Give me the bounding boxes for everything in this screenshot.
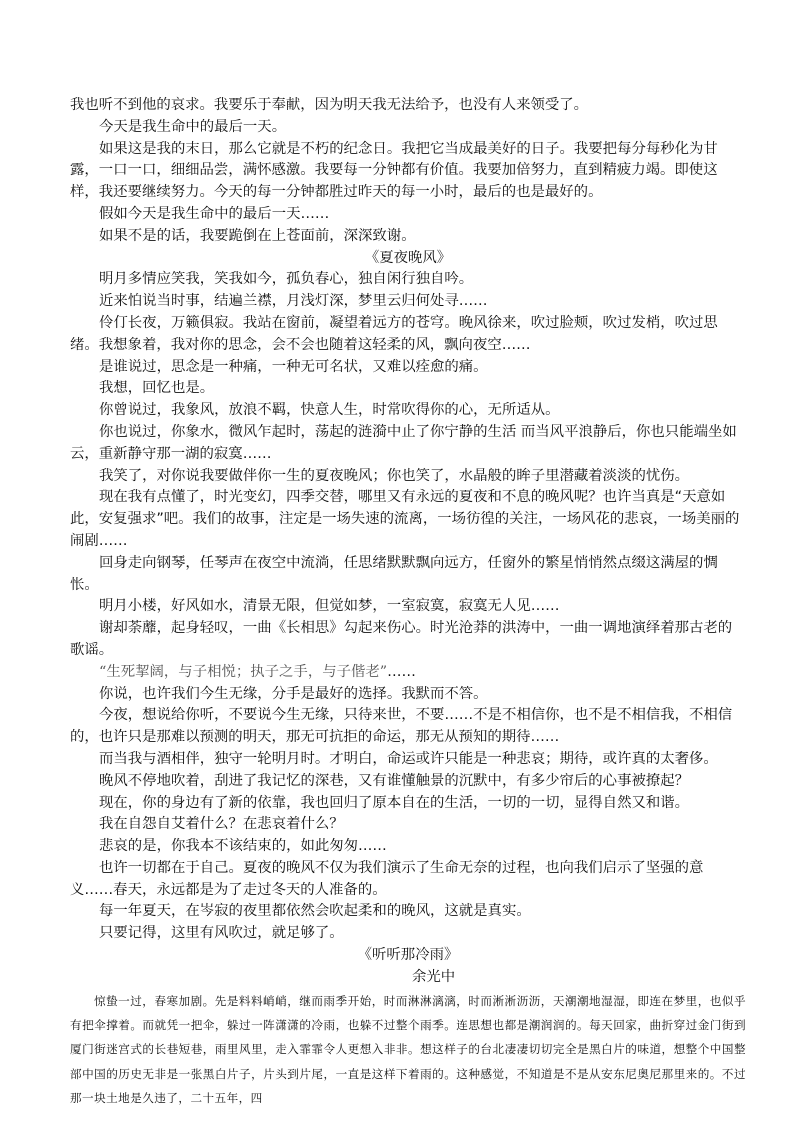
- paragraph: 我在自怨自艾着什么？在悲哀着什么？: [99, 816, 344, 833]
- paragraph: 明月多情应笑我，笑我如今，孤负春心，独自闲行独自吟。: [99, 271, 474, 288]
- paragraph: 你也说过，你象水，微风乍起时，荡起的涟漪中止了你宁静的生活 而当风平浪静后，你也只能端坐如云，重新静守那一湖的寂寞……: [70, 423, 737, 462]
- paragraph: 我笑了，对你说我要做伴你一生的夏夜晚风；你也笑了，水晶般的眸子里潜藏着淡淡的忧伤。: [99, 467, 690, 484]
- quote-paragraph: [70, 662, 746, 684]
- paragraph: 现在，你的身边有了新的依靠，我也回归了原本自在的生活，一切的一切，显得自然又和谐。: [99, 794, 690, 811]
- paragraph: 你曾说过，我象风，放浪不羁，快意人生，时常吹得你的心，无所适从。: [99, 402, 560, 419]
- paragraph: 我想，回忆也是。: [99, 380, 215, 397]
- paragraph: 如果这是我的末日，那么它就是不朽的纪念日。我把它当成最美好的日子。我要把每分每秒化为甘露，一口一口，细细品尝，满怀感激。我要每一分钟都有价值。我要加倍努力，直到精疲力竭。即使这样，我还要继续努力。今天的每一分钟都胜过昨天的每一小时，最后的也是最好的。: [70, 140, 718, 201]
- paragraph: 是谁说过，思念是一种痛，一种无可名状，又难以痊愈的痛。: [99, 358, 488, 375]
- document-page: [70, 95, 746, 1110]
- paragraph: 明月小楼，好风如水，清景无限，但觉如梦，一室寂寞，寂寞无人见……: [99, 598, 560, 615]
- paragraph: 今天是我生命中的最后一天。: [99, 118, 287, 135]
- paragraph: 晚风不停地吹着，刮进了我记忆的深巷，又有谁懂触景的沉默中，有多少帘后的心事被撩起？: [99, 772, 690, 789]
- paragraph: 只要记得，这里有风吹过，就足够了。: [99, 925, 344, 942]
- paragraph: 现在我有点懂了，时光变幻，四季交替，哪里又有永远的夏夜和不息的晚风呢？也许当真是“天意如此，安复强求”吧。我们的故事，注定是一场失速的流离，一场彷徨的关注，一场风花的悲哀，一场美丽的闹剧……: [70, 489, 740, 549]
- paragraph: 你说，也许我们今生无缘，分手是最好的选择。我默而不答。: [99, 685, 488, 702]
- paragraph: 如果不是的话，我要跪倒在上苍面前，深深致谢。: [99, 227, 416, 244]
- paragraph: 伶仃长夜，万籁俱寂。我站在窗前，凝望着远方的苍穹。晚风徐来，吹过脸颊，吹过发梢，吹过思绪。我想象着，我对你的思念，会不会也随着这轻柔的风，飘向夜空……: [70, 314, 718, 353]
- paragraph: 今夜，想说给你听，不要说今生无缘，只待来世，不要……不是不相信你，也不是不相信我，不相信的，也许只是那难以预测的明天，那无可抗拒的命运，那无从预知的期待……: [70, 707, 733, 746]
- essay-title: 《夏夜晚风》: [364, 249, 452, 266]
- paragraph: 也许一切都在于自己。夏夜的晚风不仅为我们演示了生命无奈的过程，也向我们启示了坚强的意义……春天，永远都是为了走过冬天的人准备的。: [70, 859, 704, 898]
- paragraph: 回身走向钢琴，任琴声在夜空中流淌，任思绪默默飘向远方，任窗外的繁星悄悄然点缀这满屋的惆怅。: [70, 554, 718, 593]
- essay-title: 《听听那冷雨》: [357, 947, 459, 964]
- author-name: 余光中: [412, 968, 456, 985]
- paragraph: 谢却荼蘼，起身轻叹，一曲《长相思》勾起来伤心。时光沧莽的洪涛中，一曲一调地演绎着那古老的歌谣。: [70, 620, 733, 658]
- paragraph: 每一年夏天，在岑寂的夜里都依然会吹起柔和的晚风，这就是真实。: [99, 903, 531, 920]
- paragraph: 我也听不到他的哀求。我要乐于奉献，因为明天我无法给予，也没有人来领受了。: [70, 97, 589, 113]
- quote-ellipsis: ……: [387, 663, 416, 680]
- paragraph: 惊蛰一过，春寒加剧。先是料料峭峭，继而雨季开始，时而淋淋漓漓，时而淅淅沥沥，天潮潮地湿湿，即连在梦里，也似乎有把伞撑着。而就凭一把伞，躲过一阵潇潇的冷雨，也躲不过整个雨季。连思想也都是潮润润的。每天回家，曲折穿过金门街到厦门街迷宫式的长巷短巷，雨里风里，走入霏霏令人更想入非非。想这样子的台北凄凄切切完全是黑白片的味道，想整个中国整部中国的历史无非是一张黑白片子，片头到片尾，一直是这样下着雨的。这种感觉，不知道是不是从安东尼奥尼那里来的。不过那一块土地是久违了，二十五年，四: [70, 993, 746, 1105]
- paragraph: 假如今天是我生命中的最后一天……: [99, 205, 330, 222]
- poem-quote: “生死挈阔，与子相悦；执子之手，与子偕老”: [99, 663, 388, 680]
- paragraph: 悲哀的是，你我本不该结束的，如此匆匆……: [99, 838, 387, 855]
- paragraph: 近来怕说当时事，结遍兰襟，月浅灯深，梦里云归何处寻……: [99, 293, 488, 310]
- paragraph: 而当我与酒相伴，独守一轮明月时。才明白，命运或许只能是一种悲哀；期待，或许真的太奢侈。: [99, 750, 718, 767]
